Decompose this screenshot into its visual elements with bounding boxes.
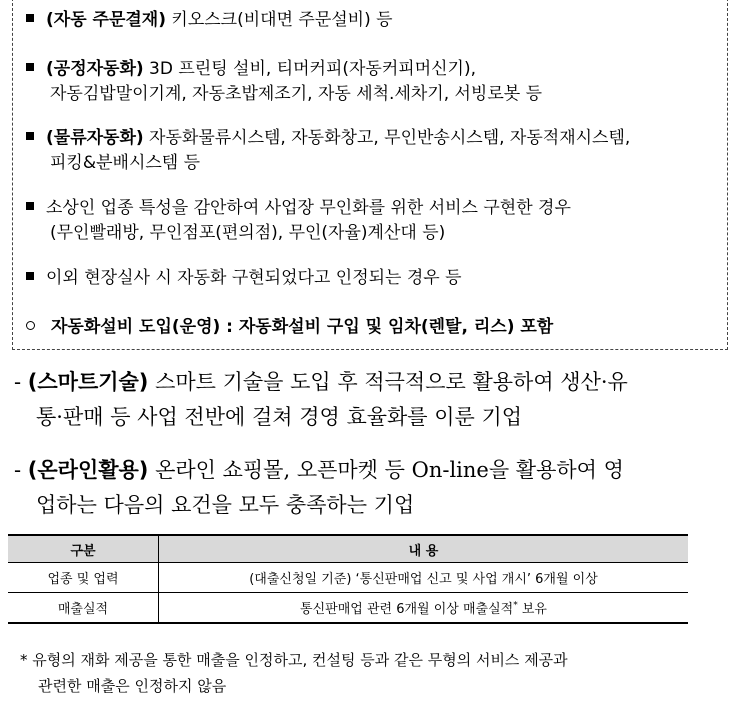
- table-header-row: [8, 535, 688, 563]
- box-item-4-cont: (무인빨래방, 무인점포(편의점), 무인(자율)계산대 등): [50, 223, 446, 243]
- item-head: (물류자동화): [46, 128, 144, 148]
- box-item-1: [26, 8, 393, 33]
- requirements-table: [8, 534, 688, 624]
- smart-tech-head: (스마트기술): [27, 370, 149, 394]
- box-item-5: [26, 266, 462, 291]
- footnote-mark: *: [513, 600, 518, 611]
- circle-bullet-icon: [26, 321, 35, 330]
- table-cell-content: [159, 593, 689, 624]
- item-text: 자동화물류시스템, 자동화창고, 무인반송시스템, 자동적재시스템,: [143, 128, 631, 148]
- item-text: 소상인 업종 특성을 감안하여 사업장 무인화를 위한 서비스 구현한 경우: [46, 198, 571, 218]
- box-item-2-cont: 자동김밥말이기계, 자동초밥제조기, 자동 세척.세차기, 서빙로봇 등: [50, 84, 543, 104]
- table-header-content: 내 용: [159, 535, 689, 563]
- item-text: 3D 프린팅 설비, 티머커피(자동커피머신기),: [143, 59, 477, 79]
- item-text: 이외 현장실사 시 자동화 구현되었다고 인정되는 경우 등: [46, 268, 462, 288]
- square-bullet-icon: [26, 63, 34, 71]
- table-cell-content: (대출신청일 기준) ‘통신판매업 신고 및 사업 개시’ 6개월 이상: [159, 563, 689, 593]
- table-cell-category: 매출실적: [8, 593, 159, 624]
- circle-item: [26, 315, 553, 340]
- online-line2: 업하는 다음의 요건을 모두 충족하는 기업: [36, 493, 415, 517]
- smart-tech-line1: 스마트 기술을 도입 후 적극적으로 활용하여 생산·유: [148, 370, 628, 394]
- online-line1: 온라인 쇼핑몰, 오픈마켓 등 On-line을 활용하여 영: [148, 458, 624, 482]
- dash: -: [14, 370, 28, 394]
- square-bullet-icon: [26, 272, 34, 280]
- table-row: [8, 593, 688, 624]
- item-head: (자동 주문결재): [46, 10, 166, 30]
- square-bullet-icon: [26, 202, 34, 210]
- online-paragraph: [14, 453, 624, 487]
- smart-tech-paragraph: [14, 365, 628, 399]
- item-head: (공정자동화): [46, 59, 144, 79]
- online-head: (온라인활용): [27, 458, 149, 482]
- box-item-2: [26, 57, 476, 82]
- table-row: [8, 563, 688, 593]
- square-bullet-icon: [26, 132, 34, 140]
- square-bullet-icon: [26, 14, 34, 22]
- table-cell-category: 업종 및 업력: [8, 563, 159, 593]
- footnote-line1: * 유형의 재화 제공을 통한 매출을 인정하고, 컨설팅 등과 같은 무형의 서비스 제공과: [20, 651, 568, 669]
- footnote-line2: 관련한 매출은 인정하지 않음: [38, 677, 227, 695]
- table-cell-content-suffix: 보유: [517, 602, 547, 617]
- box-item-3-cont: 피킹&분배시스템 등: [50, 153, 201, 173]
- smart-tech-line2: 통·판매 등 사업 전반에 걸쳐 경영 효율화를 이룬 기업: [36, 405, 523, 429]
- box-item-4: [26, 196, 571, 221]
- box-item-3: [26, 126, 630, 151]
- dash: -: [14, 458, 28, 482]
- table-cell-content-text: 통신판매업 관련 6개월 이상 매출실적: [300, 602, 514, 617]
- circle-item-text: 자동화설비 도입(운영) : 자동화설비 구입 및 임차(렌탈, 리스) 포함: [51, 317, 554, 337]
- table-header-category: 구분: [8, 535, 159, 563]
- item-text: 키오스크(비대면 주문설비) 등: [166, 10, 393, 30]
